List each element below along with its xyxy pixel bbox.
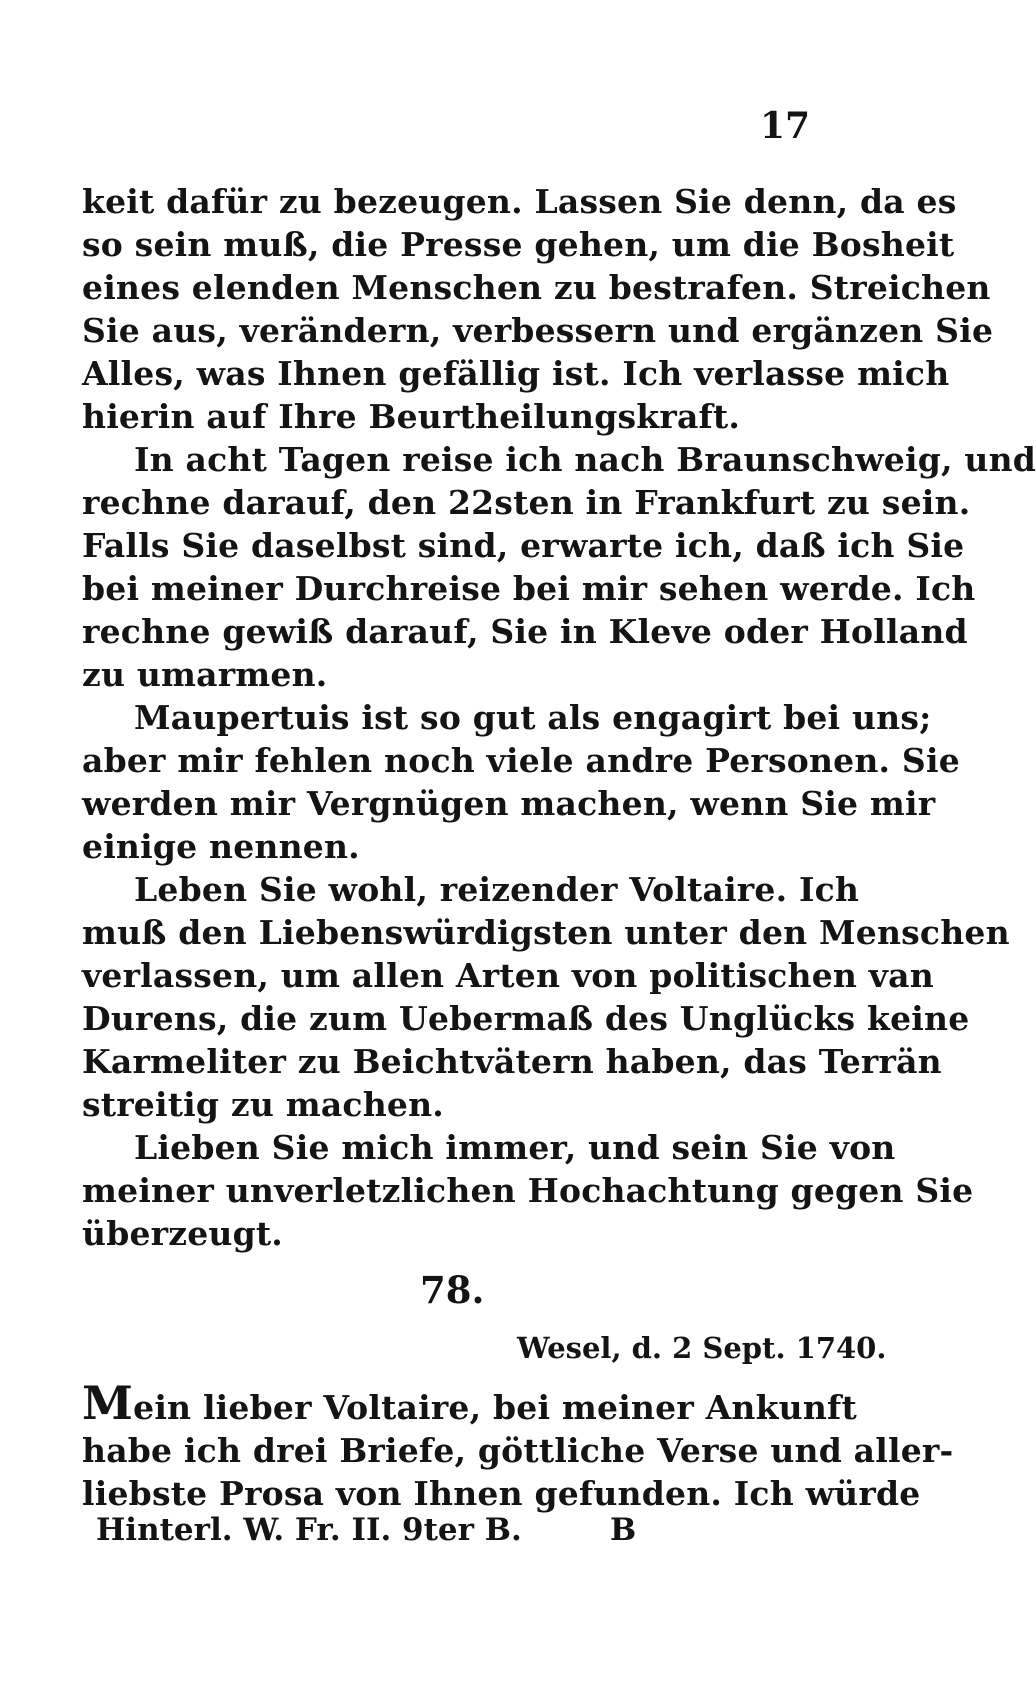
body-line-2: so sein muß, die Presse gehen, um die Bosheit [82, 225, 955, 264]
body-line-14: aber mir fehlen noch viele andre Personen. Sie [82, 741, 960, 780]
body-line-16: einige nennen. [82, 827, 360, 866]
body-line-4: Sie aus, verändern, verbessern und ergänzen Sie [82, 311, 994, 350]
letter-number: 78. [420, 1268, 485, 1312]
body-line-25: überzeugt. [82, 1214, 283, 1253]
footer-sheet-mark: B [610, 1512, 637, 1548]
page-number: 17 [760, 105, 811, 147]
letter-dateline: Wesel, d. 2 Sept. 1740. [517, 1331, 887, 1365]
letter-text [82, 1376, 954, 1515]
body-line-21: Karmeliter zu Beichtvätern haben, das Terrän [82, 1042, 942, 1081]
body-line-6: hierin auf Ihre Beurtheilungskraft. [82, 397, 741, 436]
body-line-18: muß den Liebenswürdigsten unter den Menschen [82, 913, 1010, 952]
body-line-10: bei meiner Durchreise bei mir sehen werde. Ich [82, 569, 976, 608]
drop-cap: M [82, 1376, 134, 1430]
letter-line-1 [82, 1376, 857, 1430]
letter-line-1-text: ein lieber Voltaire, bei meiner Ankunft [133, 1388, 857, 1427]
body-line-17: Leben Sie wohl, reizender Voltaire. Ich [134, 870, 860, 909]
body-line-1: keit dafür zu bezeugen. Lassen Sie denn, da es [82, 182, 957, 221]
body-line-12: zu umarmen. [82, 655, 328, 694]
body-line-3: eines elenden Menschen zu bestrafen. Streichen [82, 268, 991, 307]
body-line-15: werden mir Vergnügen machen, wenn Sie mir [82, 784, 936, 823]
body-line-8: rechne darauf, den 22sten in Frankfurt zu sein. [82, 483, 971, 522]
letter-line-2: habe ich drei Briefe, göttliche Verse und aller- [82, 1431, 954, 1470]
body-text [82, 180, 1036, 1255]
body-line-7: In acht Tagen reise ich nach Braunschweig, und [134, 440, 1036, 479]
body-line-20: Durens, die zum Uebermaß des Unglücks keine [82, 999, 970, 1038]
body-line-24: meiner unverletzlichen Hochachtung gegen Sie [82, 1171, 974, 1210]
body-line-22: streitig zu machen. [82, 1085, 444, 1124]
body-line-9: Falls Sie daselbst sind, erwarte ich, daß ich Sie [82, 526, 965, 565]
letter-line-3: liebste Prosa von Ihnen gefunden. Ich würde [82, 1474, 921, 1513]
body-line-13: Maupertuis ist so gut als engagirt bei uns; [134, 698, 932, 737]
body-line-5: Alles, was Ihnen gefällig ist. Ich verlasse mich [82, 354, 950, 393]
body-line-19: verlassen, um allen Arten von politischen van [82, 956, 934, 995]
footer-signature: Hinterl. W. Fr. II. 9ter B. [96, 1512, 522, 1548]
body-line-23: Lieben Sie mich immer, und sein Sie von [134, 1128, 896, 1167]
body-line-11: rechne gewiß darauf, Sie in Kleve oder Holland [82, 612, 968, 651]
